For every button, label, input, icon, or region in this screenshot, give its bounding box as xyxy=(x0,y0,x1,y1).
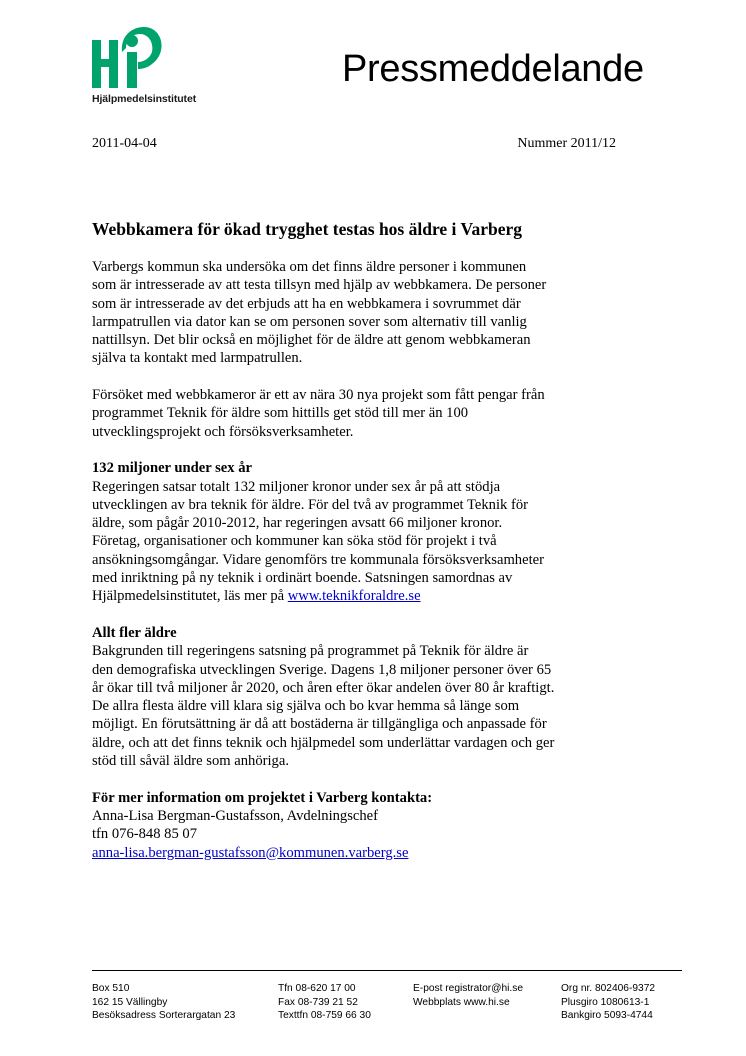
footer-line: Plusgiro 1080613-1 xyxy=(561,996,650,1008)
footer-line: Org nr. 802406-9372 xyxy=(561,983,656,994)
paragraph-funding xyxy=(92,478,672,606)
footer-phones xyxy=(278,982,371,1023)
release-number: Nummer 2011/12 xyxy=(517,136,616,151)
footer-line: 162 15 Vällingby xyxy=(92,996,168,1008)
release-date: 2011-04-04 xyxy=(92,136,157,151)
footer-line: Texttfn 08-759 66 30 xyxy=(278,1010,371,1021)
footer-line: Box 510 xyxy=(92,983,130,994)
contact-heading: För mer information om projektet i Varberg kontakta: xyxy=(92,789,433,806)
footer-web xyxy=(413,982,523,1009)
section-heading-elderly: Allt fler äldre xyxy=(92,624,177,641)
headline: Webbkamera för ökad trygghet testas hos äldre i Varberg xyxy=(92,219,523,239)
document-type-title: Pressmeddelande xyxy=(342,48,644,90)
contact-name: Anna-Lisa Bergman-Gustafsson, Avdelningschef xyxy=(92,807,379,824)
paragraph-elderly: Bakgrunden till regeringens satsning på programmet på Teknik för äldre är den demografiska utvecklingen Sverige. Dagens 1,8 miljoner personer över 65 år ökar till två miljoner år 2020, och åren efter ökar andelen över 80 år kraftigt. De allra flesta äldre vill klara sig själva och bo kvar hemma så länge som möjligt. En förutsättning är då att bostäderna är tillgängliga och anpassade för äldre, och att det finns teknik och hjälpmedel som underlättar vardagen och ger stöd till såväl äldre som anhöriga. xyxy=(92,643,555,770)
logo xyxy=(92,22,212,108)
footer-line: Bankgiro 5093-4744 xyxy=(561,1010,653,1021)
footer-divider xyxy=(92,970,682,971)
teknikforaldre-link[interactable]: www.teknikforaldre.se xyxy=(287,588,421,605)
footer-line: Webbplats www.hi.se xyxy=(413,996,510,1008)
hi-logo-mark xyxy=(92,22,167,90)
footer-line: Besöksadress Sorterargatan 23 xyxy=(92,1010,236,1021)
footer-finance xyxy=(561,982,655,1023)
contact-phone: tfn 076-848 85 07 xyxy=(92,826,197,843)
footer-address xyxy=(92,982,235,1023)
paragraph-intro: Varbergs kommun ska undersöka om det finns äldre personer i kommunen som är intresserade av att testa tillsyn med hjälp av webbkamera. De personer som är intresserade av det erbjuds att ha en webbkamera i sovrummet där larmpatrullen via dator kan se om personen sover som alternativ till vanlig nattillsyn. Det blir också en möjlighet för de äldre att genom webbkameran själva ta kontakt med larmpatrullen. xyxy=(92,259,547,367)
contact-email-link[interactable]: anna-lisa.bergman-gustafsson@kommunen.varberg.se xyxy=(92,844,409,861)
logo-name: Hjälpmedelsinstitutet xyxy=(92,93,197,105)
section-heading-funding: 132 miljoner under sex år xyxy=(92,460,252,477)
paragraph-project: Försöket med webbkameror är ett av nära 30 nya projekt som fått pengar från programmet Teknik för äldre som hittills get stöd till mer än 100 utvecklingsprojekt och försöksverksamheter. xyxy=(92,387,545,440)
footer-line: Tfn 08-620 17 00 xyxy=(278,983,356,994)
footer-line: Fax 08-739 21 52 xyxy=(278,996,358,1008)
article-body xyxy=(92,258,672,862)
paragraph-funding-text: Regeringen satsar totalt 132 miljoner kronor under sex år på att stödja utvecklingen av bra teknik för äldre. För del två av programmet Teknik för äldre, som pågår 2010-2012, har regeringen avsatt 66 miljoner kronor. Företag, organisationer och kommuner kan söka stöd för projekt i två ansökningsomgångar. Vidare genomförs tre kommunala försöksverksamheter med inriktning på ny teknik i ordinärt boende. Satsningen samordnas av Hjälpmedelsinstitutet, läs mer på xyxy=(92,478,544,605)
footer-line: E-post registrator@hi.se xyxy=(413,983,523,994)
